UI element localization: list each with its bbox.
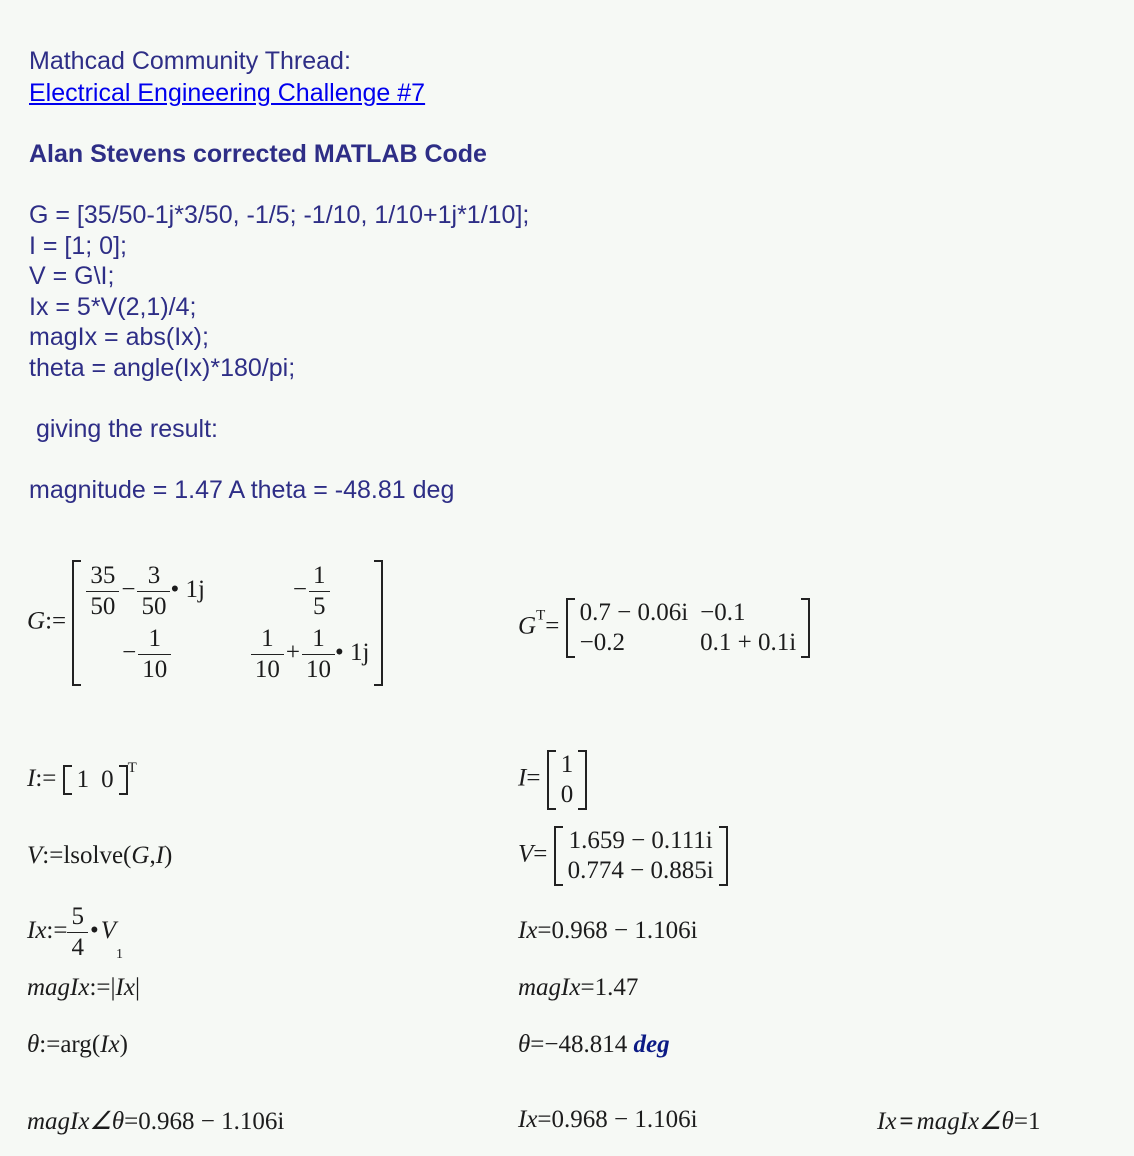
fraction: $\frac{3}{50}$ (137, 561, 170, 622)
code-line: Ix = 5*V(2,1)/4; (29, 293, 197, 321)
magix-definition[interactable]: magIx:=|Ix| (27, 974, 140, 1001)
fraction: $\frac{5}{4}$ (67, 902, 88, 963)
v-column-vector: 1.659 − 0.111i 0.774 − 0.885i (554, 826, 728, 886)
assign-op: := (45, 607, 67, 635)
fraction: $\frac{1}{10}$ (251, 624, 284, 685)
code-line: G = [35/50-1j*3/50, -1/5; -1/10, 1/10+1j*1/10]; (29, 201, 530, 229)
code-line: magIx = abs(Ix); (29, 323, 209, 351)
code-line: I = [1; 0]; (29, 232, 127, 260)
ix-result[interactable]: Ix=0.968 − 1.106i (518, 917, 698, 944)
magix-result[interactable]: magIx=1.47 (518, 974, 639, 1001)
v-definition[interactable]: V:=lsolve(G,I) (27, 842, 173, 869)
fraction: $\frac{1}{10}$ (302, 624, 335, 685)
polar-expression[interactable]: magIx∠θ=0.968 − 1.106i (27, 1108, 285, 1135)
code-heading: Alan Stevens corrected MATLAB Code (29, 140, 487, 168)
magnitude-text: magnitude = 1.47 A theta = -48.81 deg (29, 476, 455, 504)
theta-result[interactable]: θ=−48.814 deg (518, 1031, 670, 1058)
g-matrix: $\frac{35}{50}$ − $\frac{3}{50}$ • 1j − $\frac{1}{5}$ − $\frac{1}{10}$ $\frac{1}{10}$ + $\frac{1}{10}$ • 1j (72, 560, 383, 686)
i-column-vector: 1 0 (547, 750, 588, 810)
code-line: theta = angle(Ix)*180/pi; (29, 354, 296, 382)
boolean-comparison[interactable]: Ix = magIx∠θ=1 (877, 1108, 1041, 1135)
fraction: $\frac{1}{10}$ (138, 624, 171, 685)
thread-link[interactable]: Electrical Engineering Challenge #7 (29, 79, 426, 107)
i-row-vector: 1 0 (63, 765, 128, 795)
theta-definition[interactable]: θ:=arg(Ix) (27, 1031, 128, 1058)
fraction: $\frac{1}{5}$ (309, 561, 330, 622)
fraction: $\frac{35}{50}$ (86, 561, 119, 622)
g-definition[interactable] (27, 560, 383, 686)
ix-definition[interactable]: Ix:= $\frac{5}{4}$ $•V_1$ (27, 903, 124, 963)
i-definition[interactable]: I:= 1 0 $^T$ (27, 760, 137, 794)
code-line: V = G\I; (29, 262, 115, 290)
g-name: G (27, 607, 46, 635)
deg-unit: deg (633, 1031, 670, 1058)
thread-title: Mathcad Community Thread: (29, 47, 351, 75)
i-result[interactable]: I= 1 0 (518, 750, 587, 810)
giving-text: giving the result: (29, 415, 218, 443)
v-result[interactable]: V= 1.659 − 0.111i 0.774 − 0.885i (518, 826, 728, 886)
gt-matrix: 0.7 − 0.06i −0.1 −0.2 0.1 + 0.1i (566, 598, 811, 658)
ix-result-repeat[interactable]: Ix=0.968 − 1.106i (518, 1106, 698, 1133)
gt-result[interactable]: $G^T=$ 0.7 − 0.06i −0.1 −0.2 0.1 + 0.1i (518, 598, 810, 658)
